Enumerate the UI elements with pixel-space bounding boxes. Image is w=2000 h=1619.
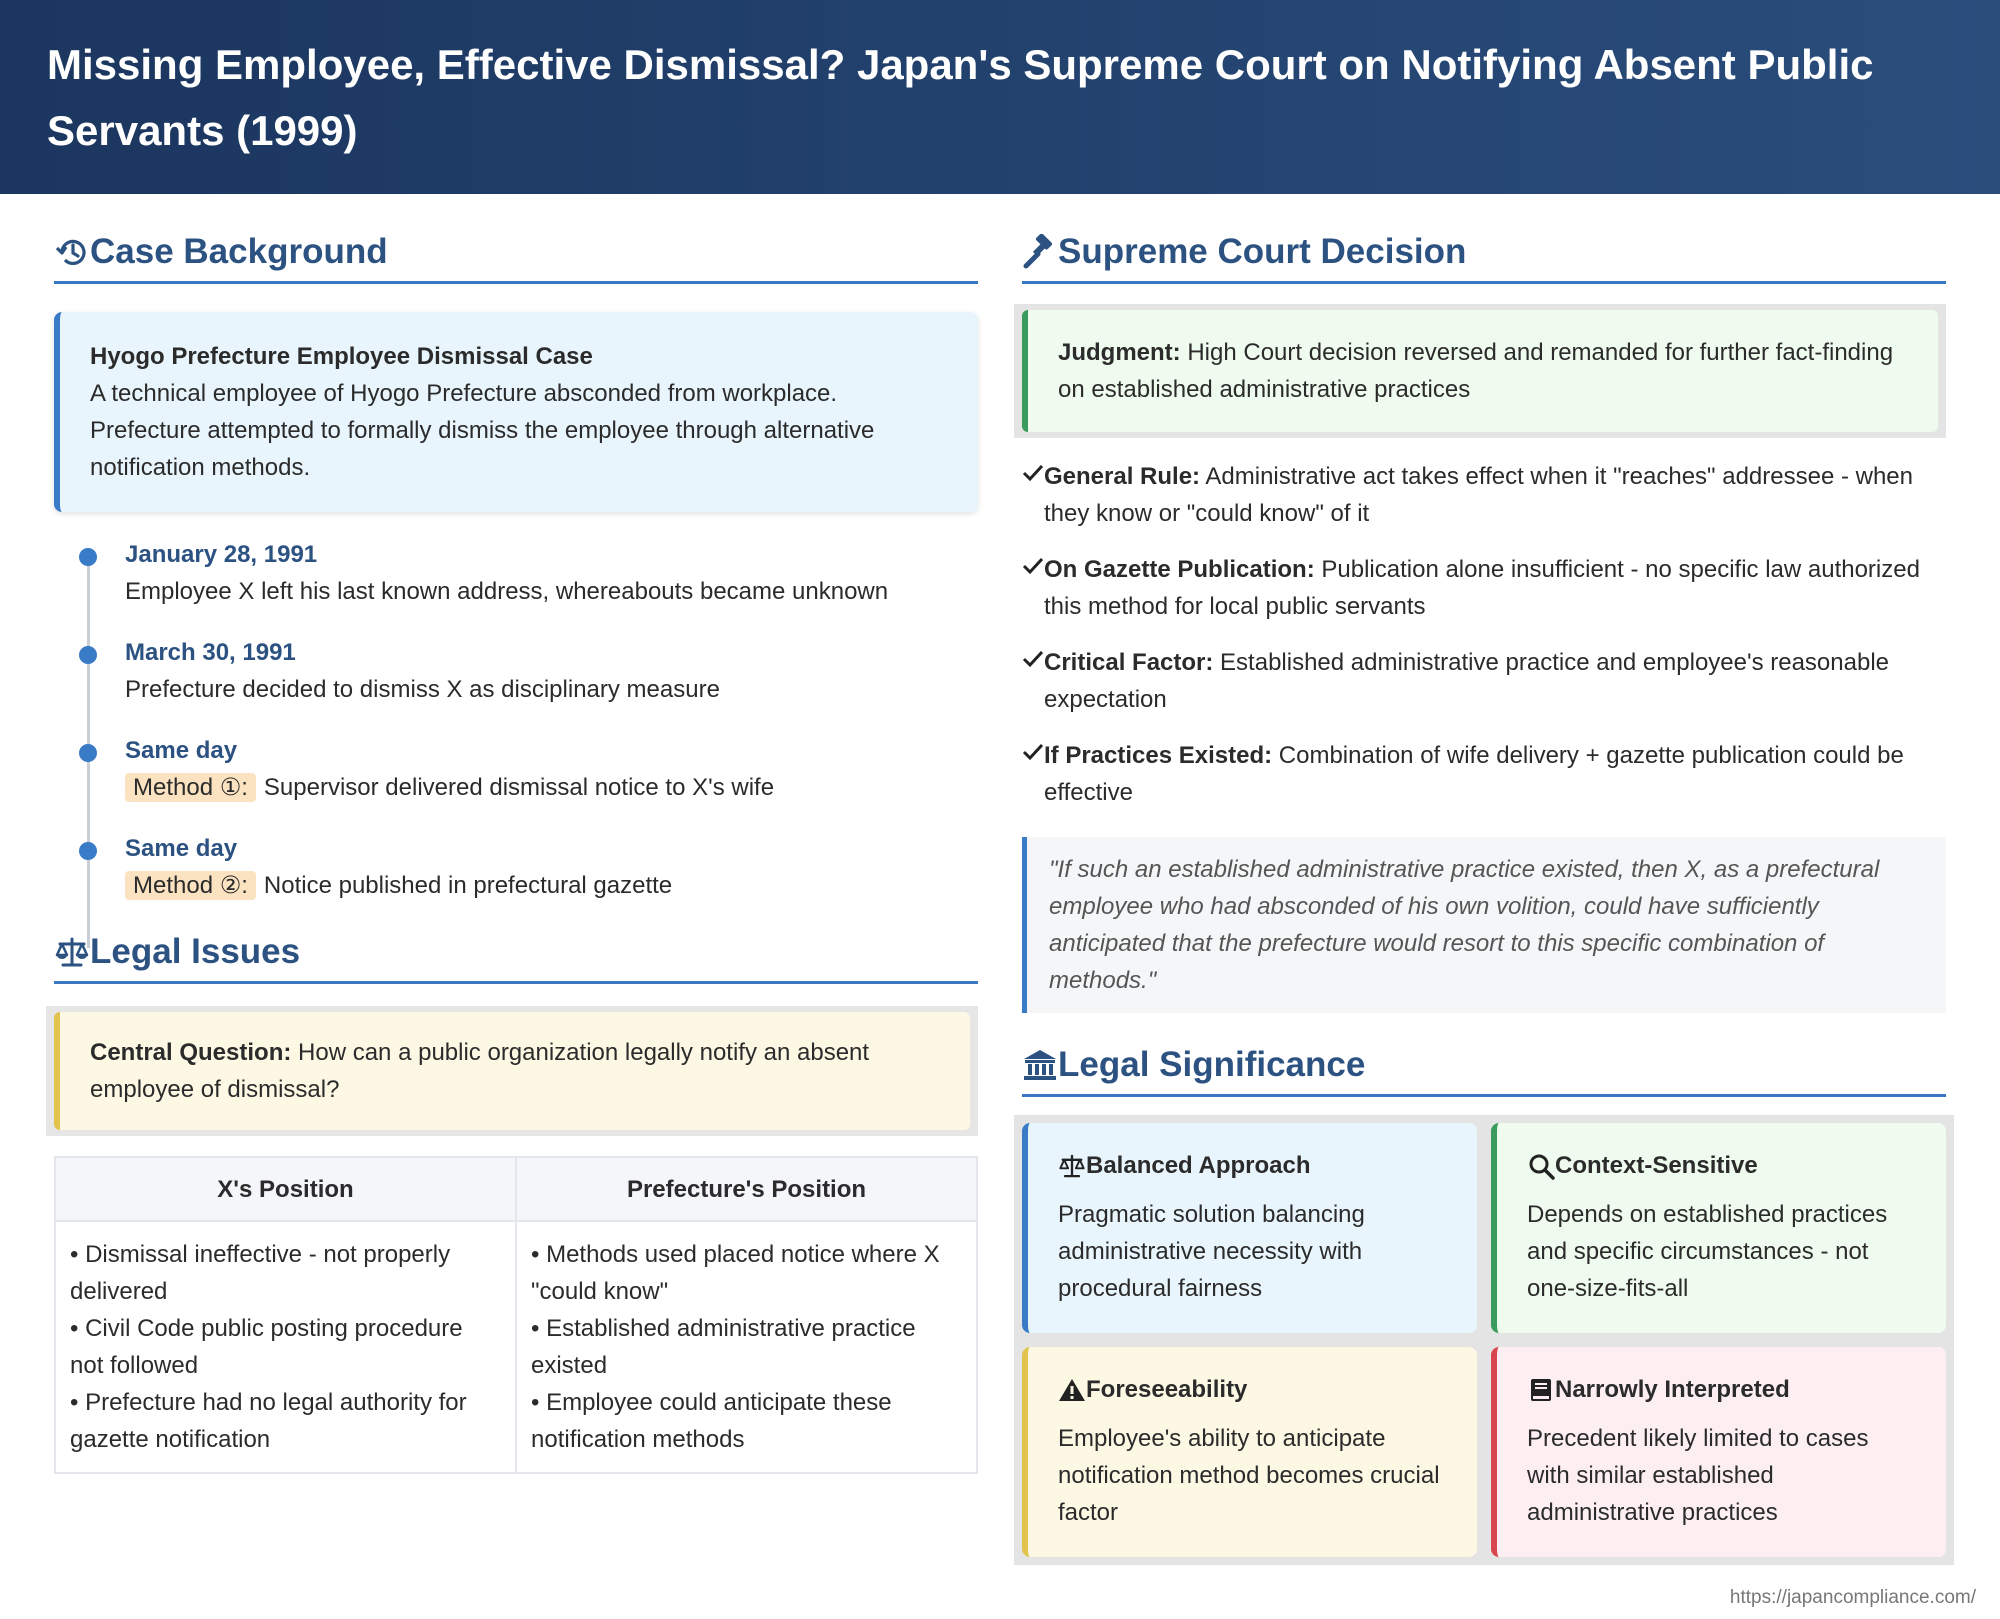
timeline-item — [125, 732, 978, 806]
positions-table — [54, 1156, 978, 1474]
card-title: Narrowly Interpreted — [1555, 1376, 1790, 1403]
central-question-label: Central Question: — [90, 1039, 292, 1066]
case-title: Hyogo Prefecture Employee Dismissal Case — [90, 343, 593, 370]
judgment-label: Judgment: — [1058, 339, 1181, 366]
list-item: • Employee could anticipate these notification methods — [531, 1389, 892, 1453]
card-text: Precedent likely limited to cases with similar established administrative practices — [1527, 1425, 1869, 1526]
timeline — [54, 536, 978, 904]
book-icon — [1527, 1376, 1555, 1404]
judgment-box — [1022, 310, 1938, 432]
list-item: • Methods used placed notice where X "could know" — [531, 1241, 940, 1305]
significance-card — [1491, 1347, 1946, 1557]
check-icon — [1022, 555, 1044, 577]
list-item: • Established administrative practice existed — [531, 1315, 916, 1379]
timeline-dot — [79, 646, 97, 664]
decision-point: On Gazette Publication: Publication alone insufficient - no specific law authorized this method for local public servants — [1022, 551, 1946, 625]
timeline-dot — [79, 548, 97, 566]
scales-icon — [1058, 1152, 1086, 1180]
card-text: Pragmatic solution balancing administrative necessity with procedural fairness — [1058, 1201, 1365, 1302]
timeline-text: Method ②: Notice published in prefectural gazette — [125, 867, 978, 904]
check-icon — [1022, 462, 1044, 484]
supreme-court-decision-heading: Supreme Court Decision — [1022, 228, 1946, 284]
table-row — [55, 1221, 977, 1473]
gavel-icon — [1022, 234, 1058, 270]
method-tag: Method ①: — [125, 773, 256, 802]
institution-icon — [1022, 1047, 1058, 1083]
central-question-text: How can a public organization legally notify an absent employee of dismissal? — [90, 1039, 870, 1103]
right-column — [1022, 228, 1946, 1565]
method-tag: Method ②: — [125, 871, 256, 900]
legal-issues-heading: Legal Issues — [54, 928, 978, 984]
legal-significance-heading: Legal Significance — [1022, 1041, 1946, 1097]
significance-card — [1022, 1123, 1477, 1333]
timeline-text: Method ①: Supervisor delivered dismissal notice to X's wife — [125, 769, 978, 806]
decision-point: If Practices Existed: Combination of wife delivery + gazette publication could be effective — [1022, 737, 1946, 811]
case-background-heading: Case Background — [54, 228, 978, 284]
timeline-date: Same day — [125, 737, 238, 764]
check-icon — [1022, 648, 1044, 670]
check-icon — [1022, 741, 1044, 763]
card-text: Employee's ability to anticipate notification method becomes crucial factor — [1058, 1425, 1440, 1526]
timeline-text: Employee X left his last known address, whereabouts became unknown — [125, 578, 889, 605]
decision-point: General Rule: Administrative act takes effect when it "reaches" addressee - when they know or "could know" of it — [1022, 458, 1946, 532]
history-icon — [54, 234, 90, 270]
warning-icon — [1058, 1376, 1086, 1404]
timeline-text: Prefecture decided to dismiss X as disciplinary measure — [125, 676, 720, 703]
card-title: Context-Sensitive — [1555, 1152, 1758, 1179]
search-icon — [1527, 1152, 1555, 1180]
page-title: Missing Employee, Effective Dismissal? Japan's Supreme Court on Notifying Absent Public Servants (1999) — [47, 41, 1874, 154]
card-text: Depends on established practices and specific circumstances - not one-size-fits-all — [1527, 1201, 1888, 1302]
timeline-date: Same day — [125, 835, 238, 862]
significance-card — [1022, 1347, 1477, 1557]
list-item: • Prefecture had no legal authority for gazette notification — [70, 1389, 467, 1453]
timeline-date: March 30, 1991 — [125, 639, 296, 666]
timeline-dot — [79, 842, 97, 860]
central-question-wrap — [46, 1006, 978, 1136]
prefecture-position-cell — [516, 1221, 977, 1473]
timeline-dot — [79, 744, 97, 762]
source-url: https://japancompliance.com/ — [1729, 1587, 1976, 1608]
case-summary-box — [54, 312, 978, 512]
central-question-box — [54, 1012, 970, 1130]
scales-icon — [54, 934, 90, 970]
significance-card — [1491, 1123, 1946, 1333]
timeline-item — [125, 536, 978, 610]
card-title: Foreseeability — [1086, 1376, 1248, 1403]
x-position-cell — [55, 1221, 516, 1473]
left-column — [54, 228, 978, 1474]
decision-point: Critical Factor: Established administrative practice and employee's reasonable expectation — [1022, 644, 1946, 718]
card-title: Balanced Approach — [1086, 1152, 1311, 1179]
page-header — [0, 0, 2000, 194]
column-header-prefecture: Prefecture's Position — [516, 1157, 977, 1221]
case-description: A technical employee of Hyogo Prefecture absconded from workplace. Prefecture attempted to formally dismiss the employee through alternative notification methods. — [90, 380, 875, 481]
judgment-wrap — [1014, 304, 1946, 438]
court-quote: "If such an established administrative practice existed, then X, as a prefectural employee who had absconded of his own volition, could have sufficiently anticipated that the prefecture would resort to this specific combination of methods." — [1022, 837, 1946, 1013]
list-item: • Dismissal ineffective - not properly delivered — [70, 1241, 451, 1305]
list-item: • Civil Code public posting procedure not followed — [70, 1315, 463, 1379]
column-header-x: X's Position — [55, 1157, 516, 1221]
timeline-item — [125, 634, 978, 708]
significance-grid — [1014, 1115, 1954, 1565]
judgment-text: High Court decision reversed and remanded for further fact-finding on established administrative practices — [1058, 339, 1894, 403]
timeline-item — [125, 830, 978, 904]
timeline-date: January 28, 1991 — [125, 541, 318, 568]
decision-points — [1022, 458, 1946, 811]
